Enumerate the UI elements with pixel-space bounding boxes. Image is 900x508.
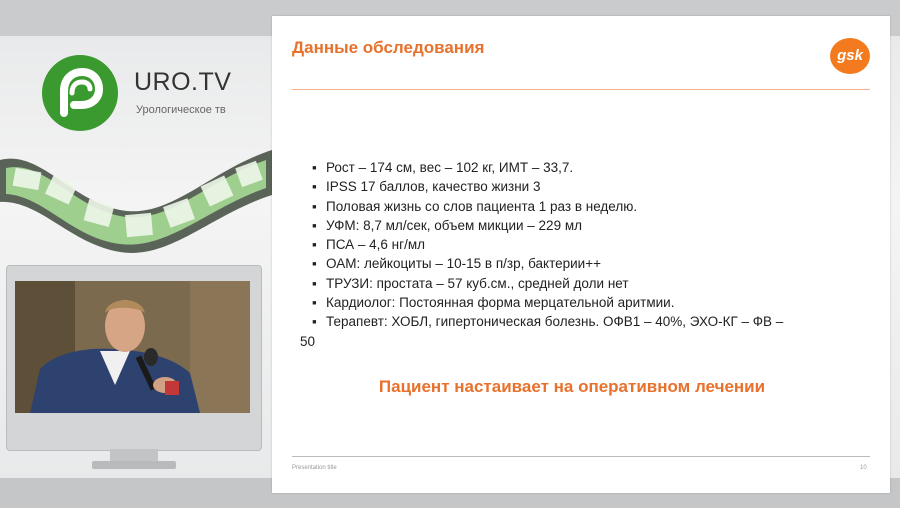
list-item: ▪ ПСА – 4,6 нг/мл — [300, 235, 870, 254]
list-item: ▪ Терапевт: ХОБЛ, гипертоническая болезнь. ОФВ1 – 40%, ЭХО-КГ – ФВ – 50 — [300, 312, 870, 351]
uro-tv-logo-icon — [42, 55, 118, 131]
monitor-base — [92, 461, 176, 469]
bullet-icon: ▪ — [312, 160, 317, 175]
conclusion-text: Пациент настаивает на оперативном лечении — [378, 377, 766, 396]
monitor-neck — [110, 449, 158, 461]
film-strip-icon — [0, 140, 272, 260]
bullet-icon: ▪ — [312, 275, 317, 291]
bullet-icon: ▪ — [312, 217, 317, 233]
page-number: 10 — [860, 465, 867, 471]
list-item: ▪ Рост – 174 см, вес – 102 кг, ИМТ – 33,7. — [300, 158, 870, 177]
bullet-icon: ▪ — [312, 237, 317, 253]
list-item: ▪ ОАМ: лейкоциты – 10-15 в п/зр, бактерии++ — [300, 254, 870, 273]
gsk-logo: gsk — [830, 38, 870, 74]
brand-name: URO.TV — [134, 68, 232, 96]
list-item: ▪ IPSS 17 баллов, качество жизни 3 — [300, 177, 870, 196]
bullet-icon: ▪ — [312, 256, 317, 272]
bullet-icon: ▪ — [312, 295, 317, 311]
brand-subtitle: Урологическое тв — [136, 104, 226, 116]
list-item: ▪ УФМ: 8,7 мл/сек, объем микции – 229 мл — [300, 216, 870, 235]
speaker-video-feed — [15, 281, 250, 413]
bullet-icon: ▪ — [312, 179, 317, 195]
presentation-slide — [272, 16, 890, 493]
findings-list — [300, 158, 870, 351]
slide-title: Данные обследования — [292, 38, 485, 57]
list-item: ▪ Кардиолог: Постоянная форма мерцательной аритмии. — [300, 293, 870, 312]
bullet-icon: ▪ — [312, 314, 317, 330]
footer-title: Presentation title — [292, 465, 337, 471]
title-divider — [292, 89, 870, 90]
list-item: ▪ Половая жизнь со слов пациента 1 раз в неделю. — [300, 197, 870, 216]
list-item: ▪ ТРУЗИ: простата – 57 куб.см., средней доли нет — [300, 274, 870, 293]
footer-divider — [292, 456, 870, 457]
bullet-icon: ▪ — [312, 198, 317, 214]
wrapped-line: 50 — [300, 333, 316, 349]
